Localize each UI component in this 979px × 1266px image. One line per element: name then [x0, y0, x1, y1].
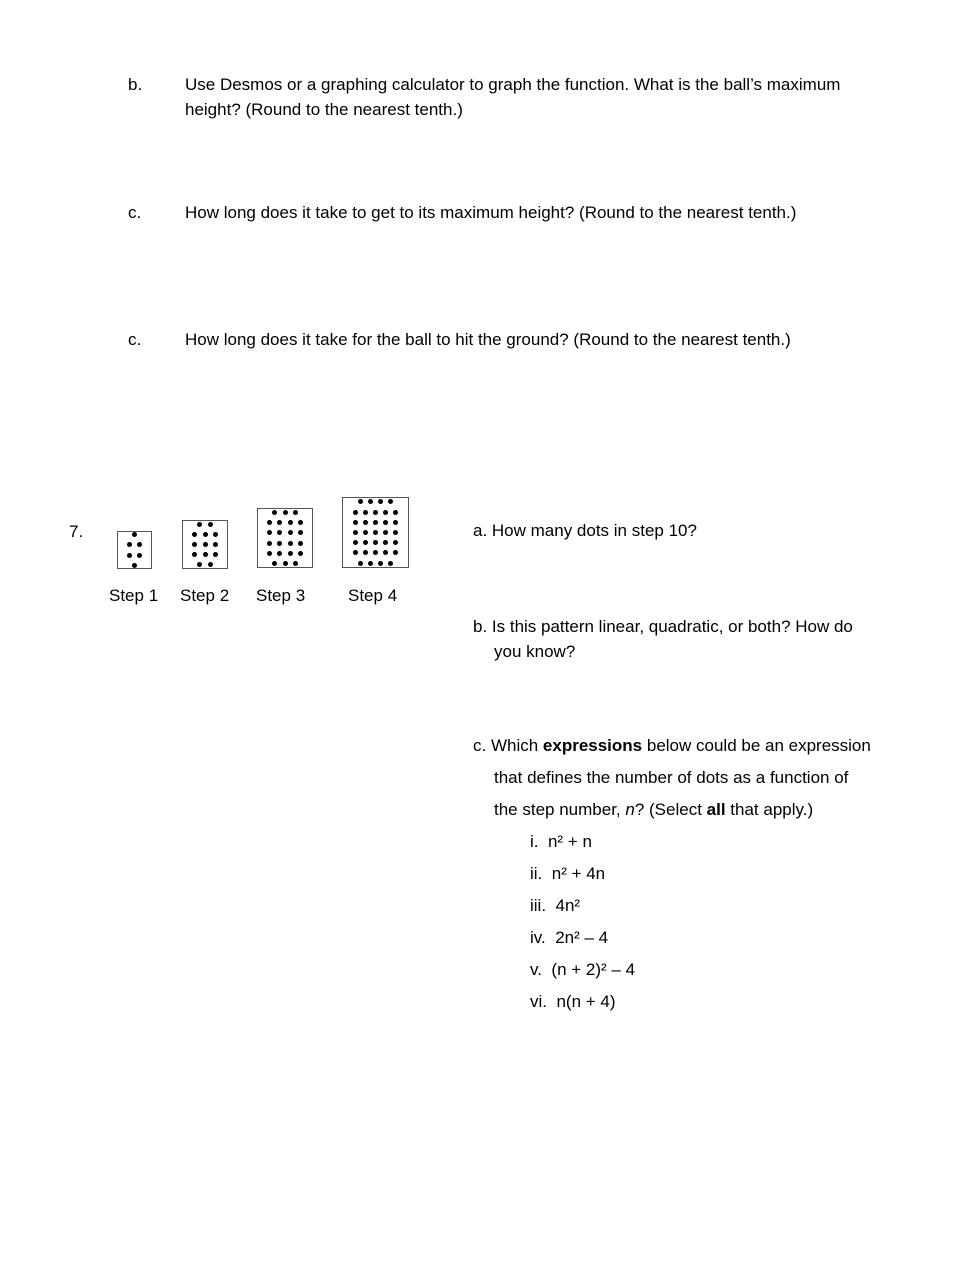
dot — [197, 562, 202, 567]
dot — [368, 561, 373, 566]
dot — [267, 530, 272, 535]
dot — [208, 522, 213, 527]
option-vi — [530, 990, 616, 1015]
option-iv — [530, 926, 608, 951]
part-a-text: a. How many dots in step 10? — [473, 521, 697, 540]
question-b-text: Use Desmos or a graphing calculator to graph the function. What is the ball’s maximum height? (Round to the nearest tenth.) — [185, 75, 841, 119]
question-letter-c2: c. — [128, 330, 142, 349]
dot — [388, 561, 393, 566]
dot — [277, 530, 282, 535]
dot — [368, 499, 373, 504]
dot — [197, 522, 202, 527]
dot — [203, 542, 208, 547]
dot — [192, 552, 197, 557]
option-ii-num: ii. — [530, 864, 543, 883]
dot — [383, 540, 388, 545]
dot — [267, 520, 272, 525]
dot — [272, 561, 277, 566]
part-c-line3-a: the step number, — [494, 800, 626, 819]
step-4-label: Step 4 — [348, 586, 398, 605]
dot — [393, 520, 398, 525]
dot — [288, 520, 293, 525]
option-v-num: v. — [530, 960, 542, 979]
dot — [353, 510, 358, 515]
part-c-prefix: c. Which — [473, 736, 543, 755]
dot — [298, 530, 303, 535]
step-1-box — [117, 531, 152, 569]
option-i-expr: n² + n — [547, 832, 592, 851]
part-b-line1: b. Is this pattern linear, quadratic, or both? How do — [473, 617, 853, 636]
option-vi-expr: n(n + 4) — [556, 992, 616, 1011]
dot — [127, 553, 132, 558]
question-letter-c1: c. — [128, 203, 142, 222]
dot — [363, 530, 368, 535]
dot — [137, 542, 142, 547]
dot — [298, 541, 303, 546]
dot — [127, 542, 132, 547]
dot — [277, 551, 282, 556]
part-c-bold-all: all — [706, 800, 726, 819]
dot — [353, 530, 358, 535]
option-iii-num: iii. — [530, 896, 547, 915]
part-b-line2: you know? — [494, 642, 576, 661]
dot — [393, 550, 398, 555]
dot — [277, 520, 282, 525]
dot — [192, 542, 197, 547]
dot — [393, 540, 398, 545]
dot — [277, 541, 282, 546]
dot — [132, 563, 137, 568]
part-c-line1 — [473, 734, 893, 759]
question-number-7: 7. — [69, 522, 84, 541]
dot — [267, 541, 272, 546]
step-3-label: Step 3 — [256, 586, 306, 605]
dot — [393, 510, 398, 515]
dot — [283, 561, 288, 566]
dot — [378, 561, 383, 566]
dot — [363, 550, 368, 555]
dot — [353, 520, 358, 525]
dot — [373, 550, 378, 555]
question-letter-b: b. — [128, 75, 143, 94]
dot — [383, 530, 388, 535]
option-iii — [530, 894, 580, 919]
dot — [137, 553, 142, 558]
option-ii-expr: n² + 4n — [551, 864, 606, 883]
step-4-box — [342, 497, 409, 568]
dot — [213, 552, 218, 557]
dot — [383, 550, 388, 555]
dot — [203, 552, 208, 557]
option-v-expr: (n + 2)² – 4 — [551, 960, 636, 979]
step-2-label: Step 2 — [180, 586, 230, 605]
part-c-var-n: n — [625, 800, 635, 819]
dot — [383, 520, 388, 525]
part-c-line2: that defines the number of dots as a function of — [494, 768, 849, 787]
question-c2-text: How long does it take for the ball to hit the ground? (Round to the nearest tenth.) — [185, 330, 791, 349]
dot — [353, 540, 358, 545]
dot — [378, 499, 383, 504]
dot — [358, 499, 363, 504]
step-1-label: Step 1 — [109, 586, 159, 605]
part-c-line3-c: that apply.) — [725, 800, 814, 819]
dot — [363, 520, 368, 525]
part-c-line3 — [473, 798, 914, 823]
dot — [293, 561, 298, 566]
dot — [298, 551, 303, 556]
dot — [388, 499, 393, 504]
dot — [373, 530, 378, 535]
dot — [363, 510, 368, 515]
option-i-num: i. — [530, 832, 539, 851]
dot — [192, 532, 197, 537]
question-c1-text: How long does it take to get to its maximum height? (Round to the nearest tenth.) — [185, 203, 797, 222]
option-i — [530, 830, 592, 855]
option-iii-expr: 4n² — [555, 896, 581, 915]
part-c-bold-expressions: expressions — [542, 736, 643, 755]
part-c-mid: below could be an expression — [642, 736, 871, 755]
dot — [288, 541, 293, 546]
dot — [393, 530, 398, 535]
dot — [358, 561, 363, 566]
dot — [363, 540, 368, 545]
dot — [293, 510, 298, 515]
dot — [213, 532, 218, 537]
dot — [203, 532, 208, 537]
option-iv-expr: 2n² – 4 — [555, 928, 609, 947]
dot — [208, 562, 213, 567]
dot — [298, 520, 303, 525]
dot — [132, 532, 137, 537]
option-v — [530, 958, 635, 983]
dot — [353, 550, 358, 555]
step-3-box — [257, 508, 313, 568]
step-2-box — [182, 520, 228, 569]
option-vi-num: vi. — [530, 992, 547, 1011]
dot — [288, 551, 293, 556]
option-ii — [530, 862, 605, 887]
part-c-line3-b: ? (Select — [634, 800, 707, 819]
dot — [272, 510, 277, 515]
dot — [288, 530, 293, 535]
dot — [383, 510, 388, 515]
dot — [213, 542, 218, 547]
dot — [373, 540, 378, 545]
option-iv-num: iv. — [530, 928, 546, 947]
dot — [283, 510, 288, 515]
dot — [267, 551, 272, 556]
dot — [373, 510, 378, 515]
dot — [373, 520, 378, 525]
